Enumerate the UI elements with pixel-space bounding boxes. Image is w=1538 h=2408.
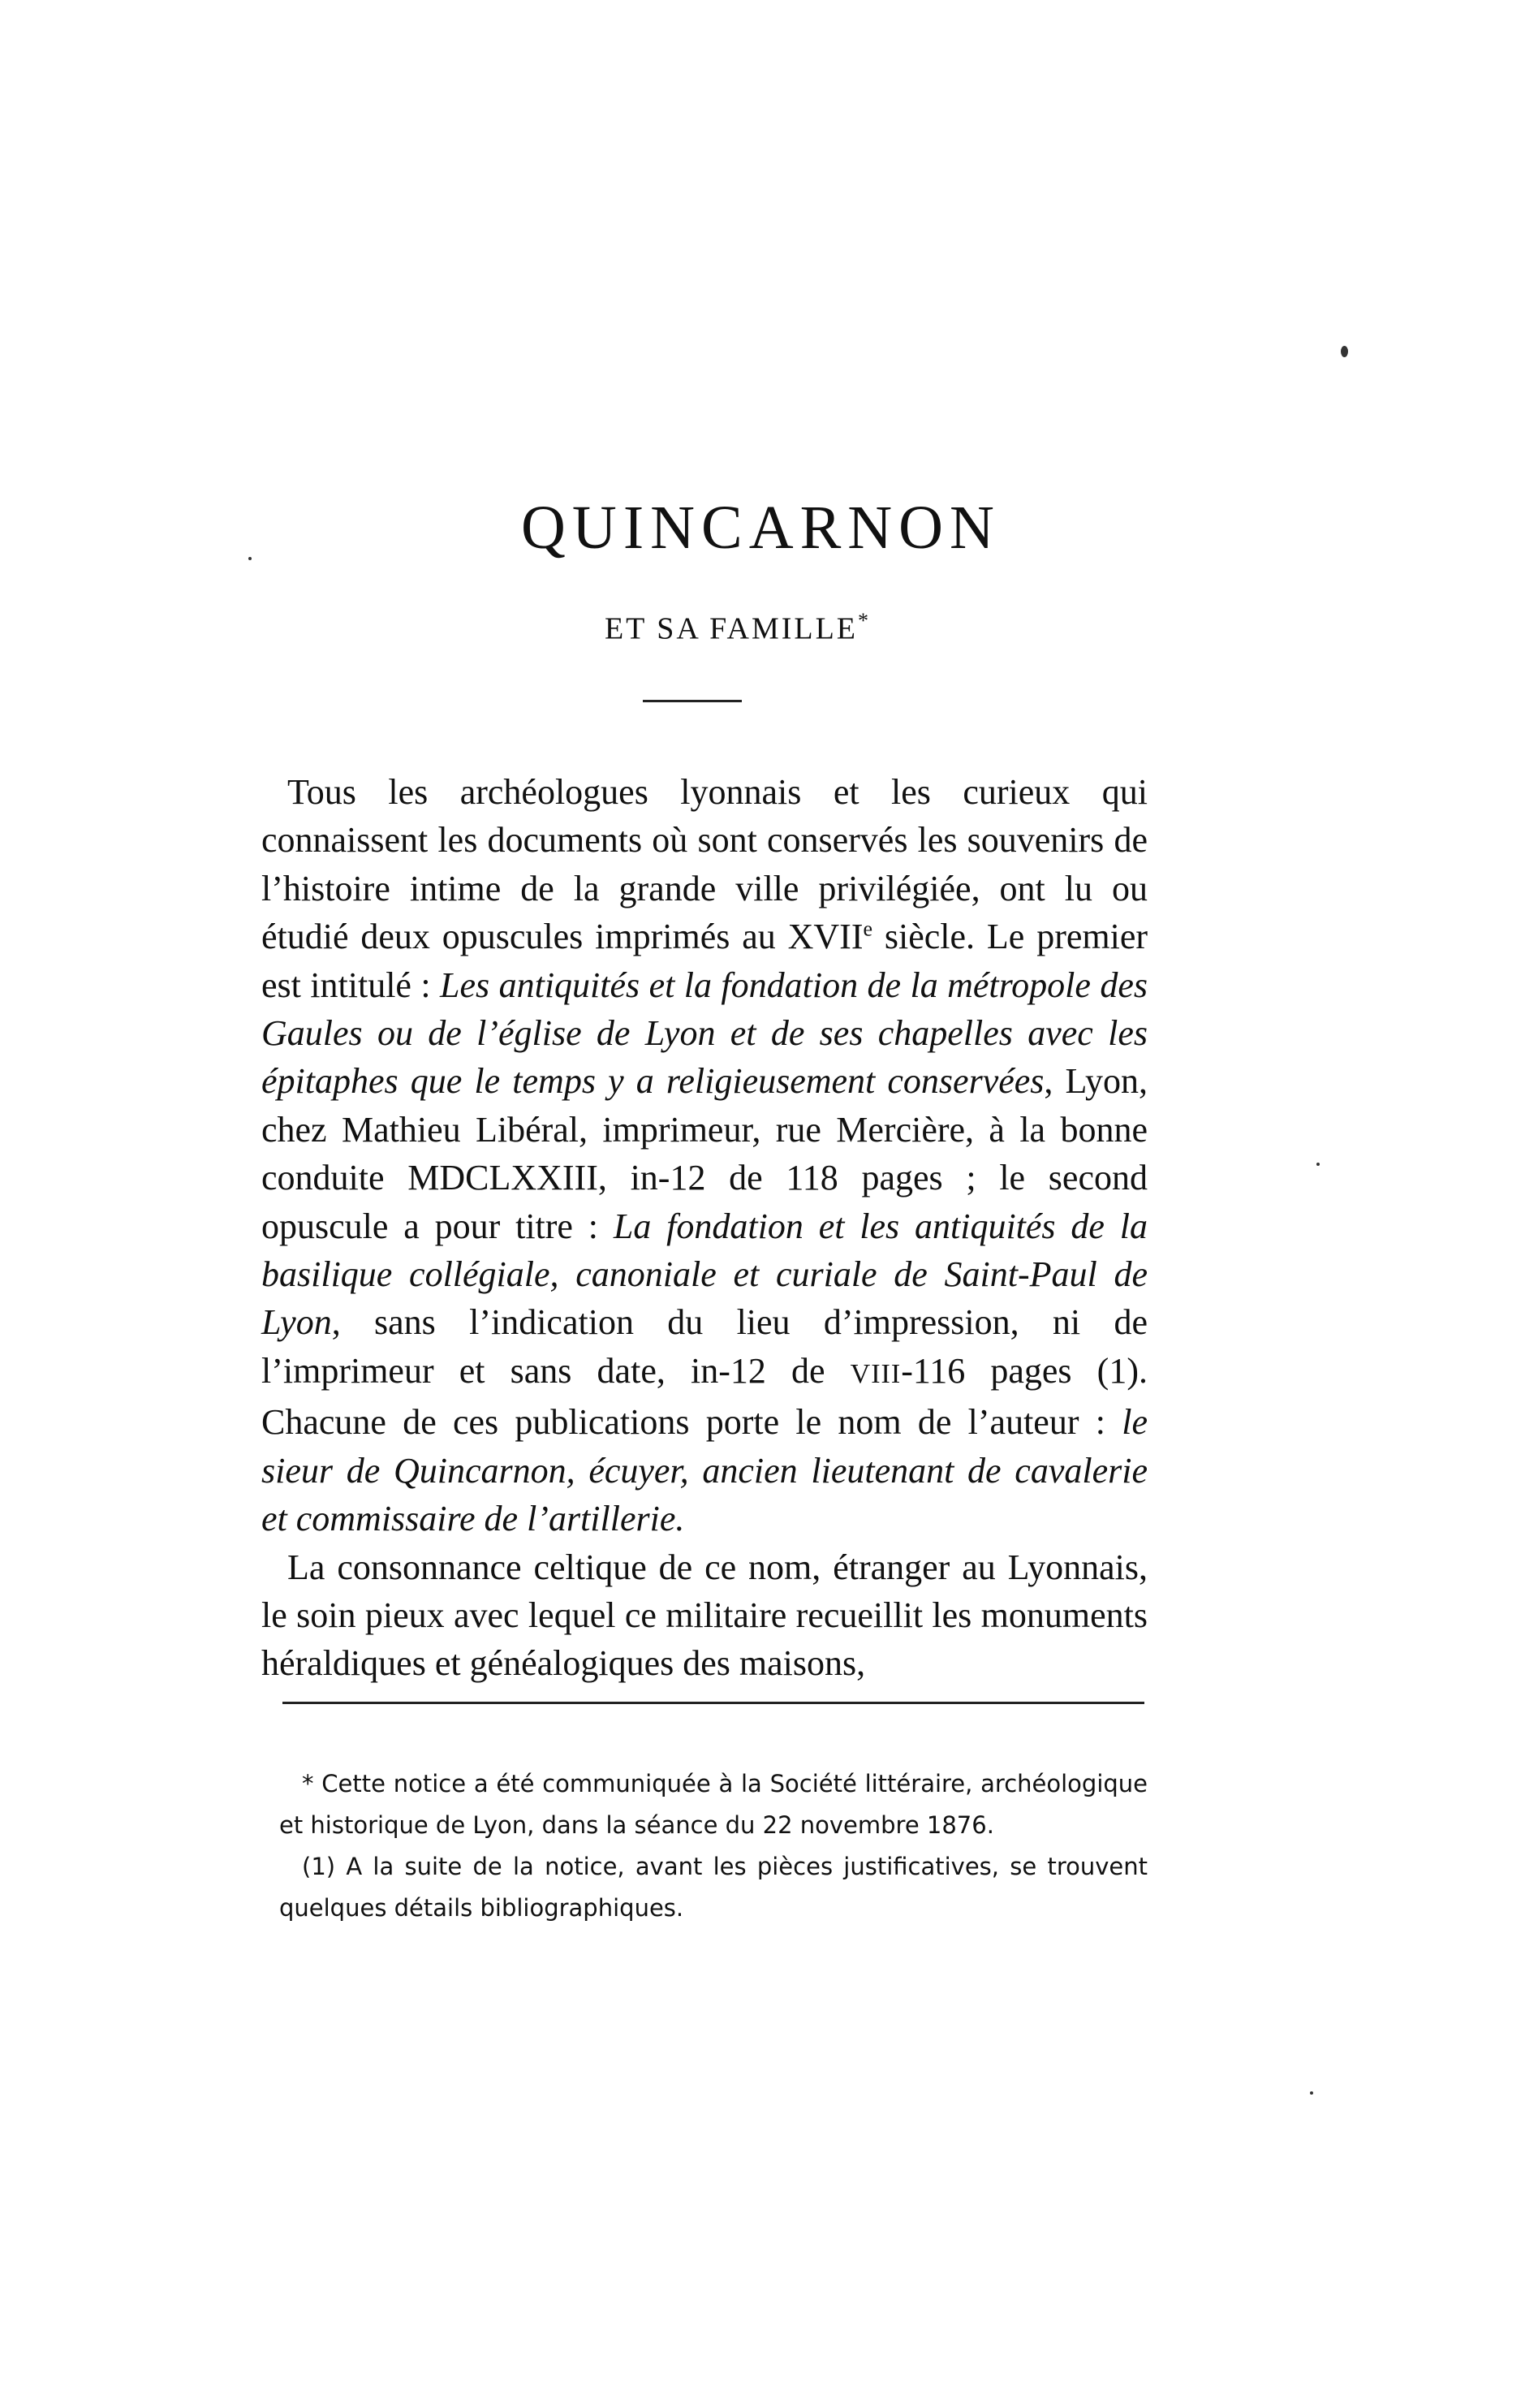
subtitle-text: ET SA FAMILLE: [604, 611, 859, 646]
p1-first-work-title: Les antiquités et la fondation de la métropole des Gaules ou de l’église de Lyon et de ses chapelles avec les épitaphes que le temps y a religieusement conservées: [261, 964, 1148, 1102]
scan-speck: [248, 557, 252, 560]
footnote-rule: [282, 1702, 1144, 1704]
scan-speck: [1316, 1163, 1320, 1166]
page-title: [0, 494, 1538, 562]
scan-speck: [1341, 346, 1348, 357]
footnote-2: (1) A la suite de la notice, avant les pièces justificatives, se trouvent quelques détails bibliographiques.: [279, 1853, 1148, 1922]
p1-second-work-title: La fondation et les antiquités de la basilique collégiale, canoniale et curiale de Saint-Paul de Lyon: [261, 1206, 1148, 1343]
paragraph-2: La consonnance celtique de ce nom, étranger au Lyonnais, le soin pieux avec lequel ce militaire recueillit les monuments héraldiques et généalogiques des maisons,: [261, 1547, 1148, 1684]
footnotes: [279, 1763, 1148, 1929]
p1-roman-numeral: VIII: [850, 1358, 902, 1389]
p1-intro: Tous les archéologues lyonnais et les curieux qui connaissent les documents où sont conservés les souvenirs de l’histoire intime de la grande ville privilégiée, ont lu ou étudié deux opuscules imprimés au XVII: [261, 772, 1148, 957]
subtitle-footnote-mark: *: [858, 609, 869, 632]
p1-author-name: le sieur de Quincarnon, écuyer, ancien lieutenant de cavalerie et commissaire de l’artillerie.: [261, 1402, 1148, 1539]
page-subtitle: [0, 611, 1538, 645]
p1-second-work-imprint: , sans l’indication du lieu d’impression, ni de l’imprimeur et sans date, in-12 de: [261, 1302, 1148, 1391]
p1-title-lead: siècle. Le premier est intitulé :: [261, 917, 1148, 1005]
p1-first-work-imprint: , Lyon, chez Mathieu Libéral, imprimeur, rue Mercière, à la bonne conduite MDCLXXIII, in-12 de 118 pages ; le second opuscule a pour titre :: [261, 1061, 1148, 1246]
title-text: QUINCARNON: [521, 494, 1001, 562]
footnote-1: * Cette notice a été communiquée à la Société littéraire, archéologique et historique de Lyon, dans la séance du 22 novembre 1876.: [279, 1770, 1148, 1839]
main-text: [261, 768, 1148, 1688]
scan-speck: [1310, 2091, 1313, 2095]
p1-century-sup: e: [863, 917, 873, 941]
title-divider: [643, 700, 742, 702]
p1-author-lead: -116 pages (1). Chacune de ces publications porte le nom de l’auteur :: [261, 1350, 1148, 1443]
paragraph-1: [261, 768, 1148, 1543]
